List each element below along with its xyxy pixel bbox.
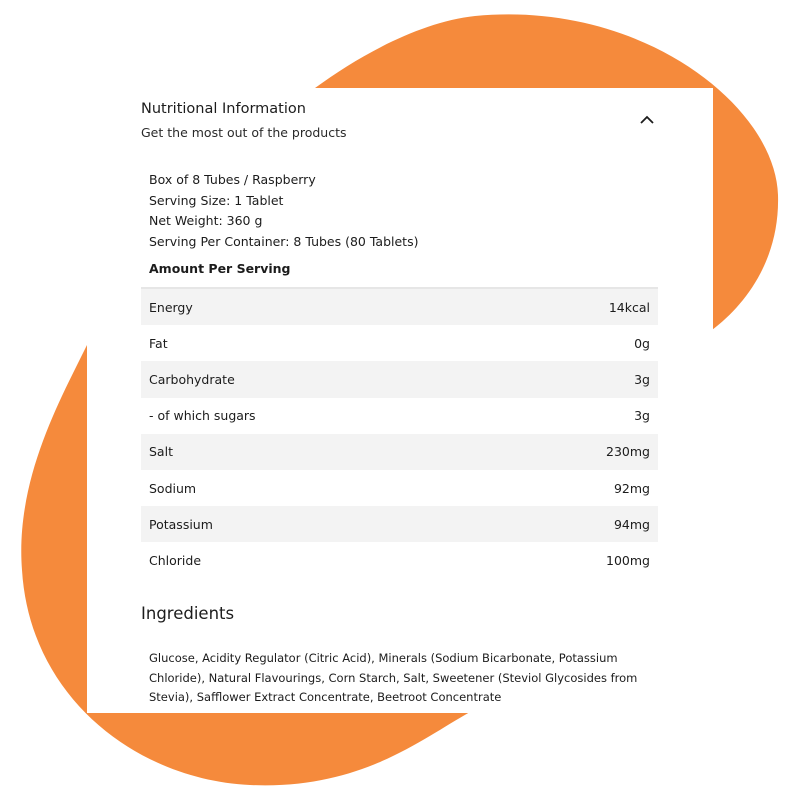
nutrient-name: Energy (149, 299, 193, 315)
section-subtitle: Get the most out of the products (141, 125, 347, 140)
nutrient-name: Chloride (149, 552, 202, 568)
nutrient-value: 3g (634, 371, 650, 387)
nutrient-value: 92mg (613, 480, 650, 496)
nutrient-name: Fat (149, 335, 168, 351)
nutrient-value: 94mg (613, 516, 650, 532)
section-title: Nutritional Information (141, 101, 306, 117)
amount-per-serving-label: Amount Per Serving (149, 261, 291, 276)
nutrient-value: 0g (634, 335, 650, 351)
table-row (141, 542, 658, 578)
nutrient-value: 3g (634, 408, 650, 424)
nutrient-value: 14kcal (608, 299, 650, 315)
table-row (141, 325, 658, 361)
table-row (141, 289, 658, 325)
nutrition-table (141, 287, 658, 579)
table-row (141, 361, 658, 397)
chevron-up-icon[interactable] (639, 113, 655, 125)
nutrient-value: 230mg (606, 444, 650, 460)
nutrient-value: 100mg (606, 552, 650, 568)
nutrition-card (87, 88, 713, 713)
table-row (141, 398, 658, 434)
table-row (141, 470, 658, 506)
product-info-line: Serving Per Container: 8 Tubes (80 Tablets) (149, 234, 419, 250)
nutrient-name: Carbohydrate (149, 371, 235, 387)
product-info (149, 170, 418, 253)
ingredients-text: Glucose, Acidity Regulator (Citric Acid), Minerals (Sodium Bicarbonate, Potassium Chloride), Natural Flavourings, Corn Starch, Salt, Sweetener (Steviol Glycosides from Stevia), Safflower Extract Concentrate, Beetroot Concentrate (149, 651, 638, 704)
table-row (141, 434, 658, 470)
product-info-line: Serving Size: 1 Tablet (149, 192, 284, 208)
product-info-line: Box of 8 Tubes / Raspberry (149, 172, 316, 187)
nutrient-name: Sodium (149, 480, 197, 496)
ingredients-title: Ingredients (141, 604, 235, 623)
product-info-line: Net Weight: 360 g (149, 213, 263, 229)
nutrient-name: Potassium (149, 516, 213, 532)
nutrient-name: Salt (149, 444, 173, 460)
nutrient-name: - of which sugars (149, 408, 256, 424)
table-row (141, 506, 658, 542)
